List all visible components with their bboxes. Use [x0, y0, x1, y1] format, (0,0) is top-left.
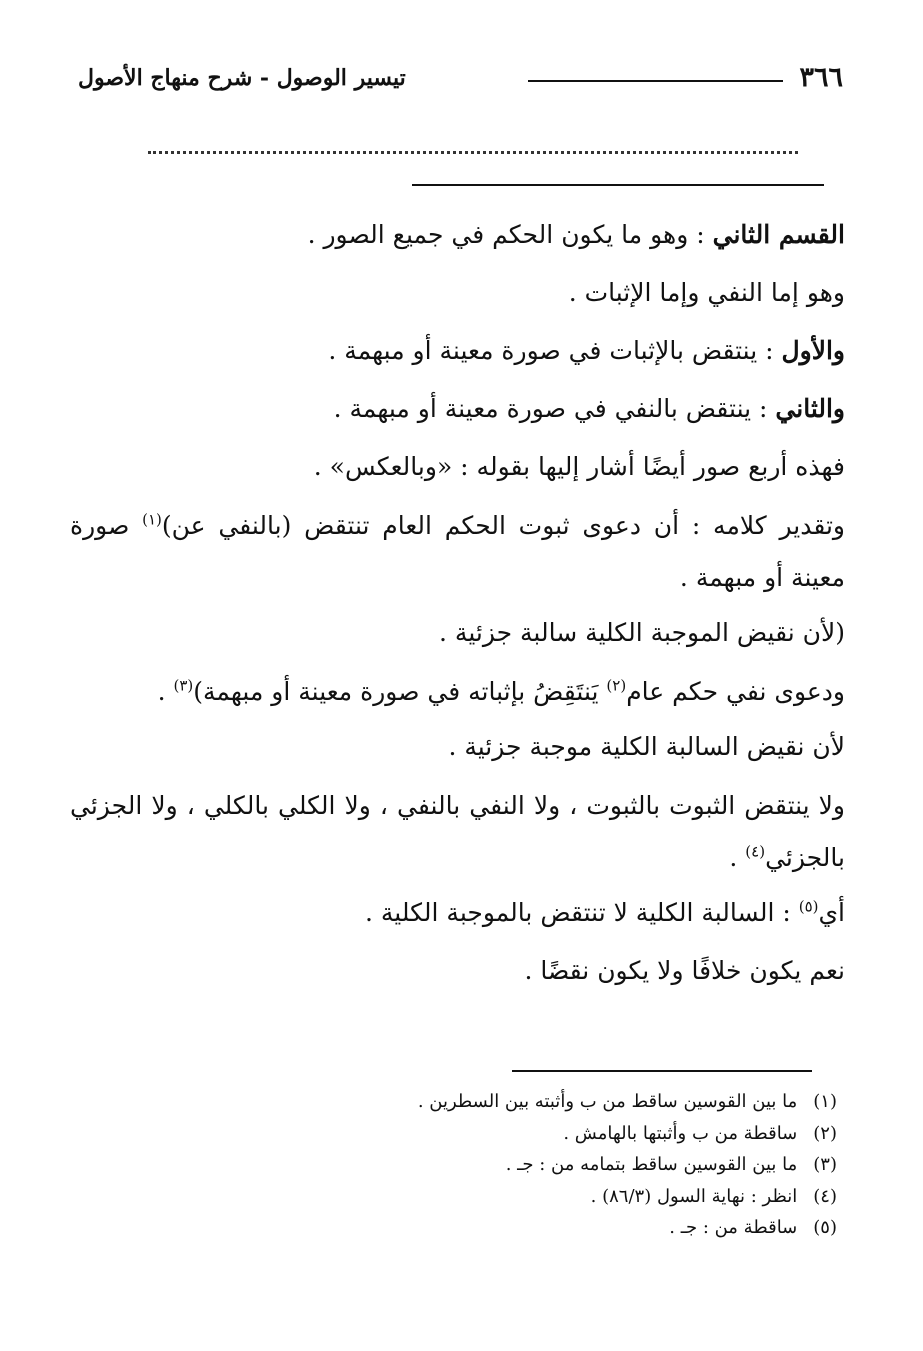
paragraph-2-text: وهو إما النفي وإما الإثبات .: [568, 278, 845, 307]
section-rule: [412, 184, 824, 186]
footnote-ref-2: (٢): [606, 676, 627, 695]
paragraph-9: [70, 718, 845, 776]
footnote-5-text: ساقطة من : جـ .: [669, 1217, 798, 1238]
footnote-4-number: (٤): [813, 1185, 837, 1207]
paragraph-11-text-a: أي: [818, 898, 845, 927]
footnote-3-number: (٣): [813, 1154, 837, 1175]
paragraph-2: [70, 264, 845, 322]
paragraph-6: [70, 500, 845, 604]
paragraph-8-text-a: ودعوى نفي حكم عام: [626, 677, 845, 706]
paragraph-5: [70, 438, 845, 496]
footnote-3: [80, 1149, 837, 1181]
page-number: ٣٦٦: [799, 62, 843, 93]
paragraph-5-text: فهذه أربع صور أيضًا أشار إليها بقوله : «وبالعكس» .: [313, 452, 845, 481]
paragraph-6-text-a: وتقدير كلامه : أن دعوى ثبوت الحكم العام تنتقض (بالنفي عن): [161, 511, 845, 540]
footnote-5: [80, 1212, 837, 1244]
paragraph-4: [70, 380, 845, 438]
body-text: [70, 206, 845, 1000]
footnote-1: [80, 1086, 837, 1118]
footnote-3-text: ما بين القوسين ساقط بتمامه من : جـ .: [505, 1154, 798, 1175]
paragraph-10: [70, 780, 845, 884]
paragraph-12-text: نعم يكون خلافًا ولا يكون نقضًا .: [524, 956, 845, 985]
paragraph-8-text-b: يَنتَقِضُ بإثباته في صورة معينة أو مبهمة): [193, 677, 607, 706]
footnote-5-number: (٥): [813, 1217, 837, 1238]
paragraph-11: [70, 884, 845, 942]
paragraph-1-lead: القسم الثاني: [712, 220, 845, 249]
footnote-ref-1: (١): [142, 510, 162, 529]
paragraph-6-text-b: صورة معينة أو مبهمة .: [70, 511, 845, 592]
footnote-4: [80, 1181, 837, 1213]
paragraph-9-text: لأن نقيض السالبة الكلية موجبة جزئية .: [448, 732, 845, 761]
footnote-rule: [512, 1070, 812, 1072]
footnote-4-text: انظر : نهاية السول (٨٦/٣) .: [590, 1185, 798, 1207]
footnote-1-number: (١): [813, 1091, 837, 1112]
footnote-ref-4: (٤): [745, 842, 766, 861]
paragraph-10-text-a: ولا ينتقض الثبوت بالثبوت ، ولا النفي بالنفي ، ولا الكلي بالكلي ، ولا الجزئي بالجزئي: [70, 791, 845, 872]
header-rule: [528, 80, 783, 82]
footnote-2-number: (٢): [813, 1122, 837, 1144]
paragraph-1-text: : وهو ما يكون الحكم في جميع الصور .: [307, 220, 713, 249]
paragraph-4-lead: والثاني: [775, 394, 845, 423]
ellipsis-dots: [148, 140, 798, 154]
paragraph-12: [70, 942, 845, 1000]
footnote-1-text: ما بين القوسين ساقط من ب وأثبته بين السطرين .: [417, 1091, 798, 1112]
paragraph-3-text: : ينتقض بالإثبات في صورة معينة أو مبهمة .: [328, 336, 782, 365]
paragraph-10-text-b: .: [729, 843, 746, 872]
paragraph-7-text: (لأن نقيض الموجبة الكلية سالبة جزئية .: [439, 618, 845, 647]
paragraph-11-text-b: : السالبة الكلية لا تنتقض بالموجبة الكلية .: [364, 898, 799, 927]
paragraph-3-lead: والأول: [781, 336, 845, 365]
paragraph-3: [70, 322, 845, 380]
footnotes: [80, 1086, 837, 1244]
footnote-2: [80, 1118, 837, 1150]
paragraph-8: [70, 666, 845, 718]
footnote-2-text: ساقطة من ب وأثبتها بالهامش .: [563, 1122, 798, 1144]
footnote-ref-3: (٣): [173, 676, 194, 695]
running-header: [78, 58, 843, 98]
paragraph-7: [70, 604, 845, 662]
paragraph-8-text-c: .: [157, 677, 174, 706]
paragraph-4-text: : ينتقض بالنفي في صورة معينة أو مبهمة .: [333, 394, 776, 423]
paragraph-1: [70, 206, 845, 264]
running-title: تيسير الوصول - شرح منهاج الأصول: [78, 65, 406, 91]
footnote-ref-5: (٥): [798, 897, 819, 916]
